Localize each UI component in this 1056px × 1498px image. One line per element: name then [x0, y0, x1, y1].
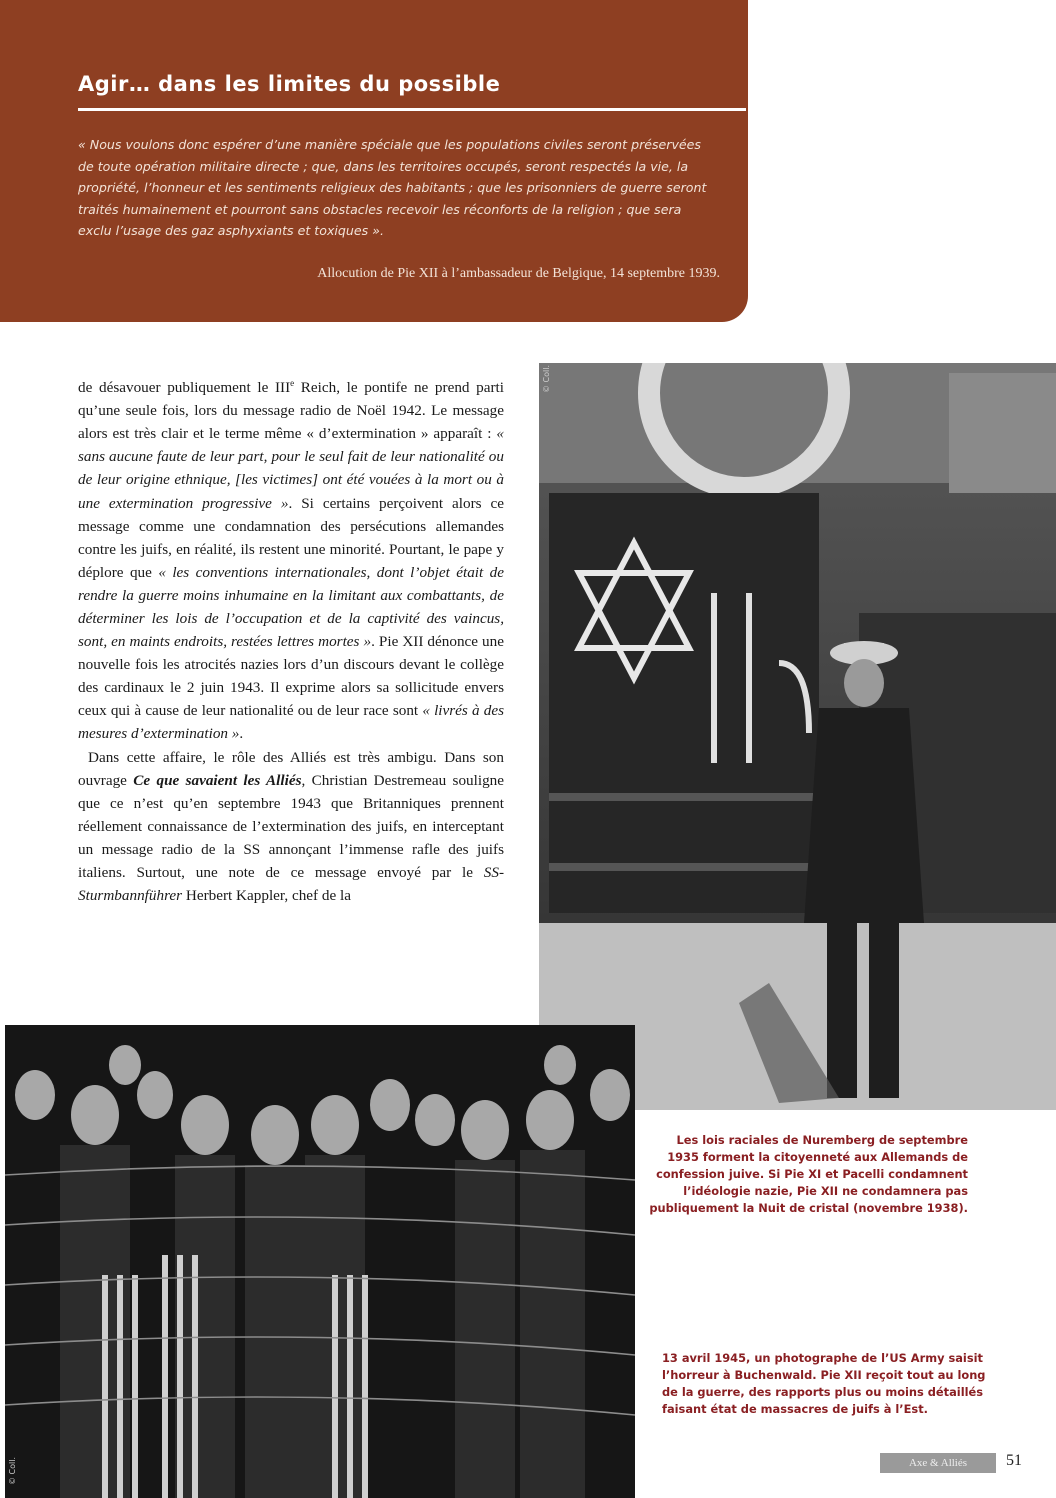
- header-box: [0, 0, 748, 322]
- page-number: 51: [1006, 1452, 1022, 1469]
- quotation: « les conventions internationales, dont l’objet était de rendre la guerre moins inhumaine en la limitant aux combattants, de déterminer les lois de l’occupation et de la captivité des vaincus, sont, en maints endroits, restées lettres mortes »: [78, 563, 504, 651]
- caption-buchenwald: 13 avril 1945, un photographe de l’US Army saisit l’horreur à Buchenwald. Pie XII reçoit tout au long de la guerre, des rapports plus ou moins détaillés faisant état de massacres de juifs à l’Est.: [662, 1351, 986, 1416]
- paragraph-2: [78, 746, 504, 908]
- section-title: Agir… dans les limites du possible: [78, 72, 501, 96]
- photo-credit-bottom: © Coll.: [8, 1456, 17, 1485]
- article-body: [78, 372, 504, 907]
- caption-shopfront: Les lois raciales de Nuremberg de septembre 1935 forment la citoyenneté aux Allemands de confession juive. Si Pie XI et Pacelli condamnent l’idéologie nazie, Pie XII ne condamnera pas publiquement la Nuit de cristal (novembre 1938).: [649, 1133, 968, 1215]
- quotation: « livrés à des mesures d’extermination »: [78, 702, 504, 743]
- superscript: e: [290, 378, 295, 388]
- rank-title: SS-Sturmbannführer: [78, 864, 504, 905]
- quotation: « sans aucune faute de leur part, pour le seul fait de leur nationalité ou de leur origine ethnique, [les victimes] ont été vouées à la mort ou à une extermination progressive »: [78, 425, 504, 512]
- text-run: Reich, le pontife ne prend parti qu’une seule fois, lors du message radio de Noël 1942. Le message alors est très clair et le terme même « d’extermination » apparaît :: [78, 379, 504, 443]
- epigraph-quote: « Nous voulons donc espérer d’une manière spéciale que les populations civiles seront préservées de toute opération militaire directe ; que, dans les territoires occupés, seront respectés la vie, la propriété, l’honneur et les sentiments religieux des habitants ; que les prisonniers de guerre seront traités humainement et pourront sans obstacles recevoir les réconforts de la religion ; que sera exclu l’usage des gaz asphyxiants et toxiques ».: [78, 137, 707, 238]
- text-run: Dans cette affaire, le rôle des Alliés est très ambigu. Dans son ouvrage: [78, 748, 504, 789]
- title-rule: [78, 108, 746, 111]
- photo-prisoners: [5, 1025, 635, 1498]
- running-footer-label: Axe & Alliés: [880, 1453, 996, 1473]
- paragraph-1: [78, 372, 504, 746]
- epigraph-source: Allocution de Pie XII à l’ambassadeur de Belgique, 14 septembre 1939.: [317, 266, 720, 281]
- text-run: . Pie XII dénonce une nouvelle fois les atrocités nazies lors d’un discours devant le collège des cardinaux le 2 juin 1943. Il exprime alors sa sollicitude envers ceux qui à cause de leur nationalité ou de leur race sont: [78, 633, 504, 720]
- text-run: de désavouer publiquement le III: [78, 379, 291, 397]
- photo-shopfront: [539, 363, 1056, 1110]
- text-run: , Christian Destremeau souligne que ce n’est qu’en septembre 1943 que Britanniques prennent réellement connaissance de l’extermination des juifs, en interceptant un message radio de la SS annonçant l’immense rafle des juifs italiens. Surtout, une note de ce message envoyé par le: [78, 771, 504, 882]
- photo-credit-top: © Coll.: [542, 364, 551, 393]
- shopfront-illustration: [539, 363, 1056, 1110]
- text-run: .: [239, 725, 244, 743]
- prisoners-illustration: [5, 1025, 635, 1498]
- book-title: Ce que savaient les Alliés: [133, 771, 302, 789]
- text-run: Herbert Kappler, chef de la: [182, 887, 351, 905]
- text-run: . Si certains perçoivent alors ce message comme une condamnation des persécutions allemandes contre les juifs, en réalité, ils restent une minorité. Pourtant, le pape y déplore que: [78, 494, 504, 581]
